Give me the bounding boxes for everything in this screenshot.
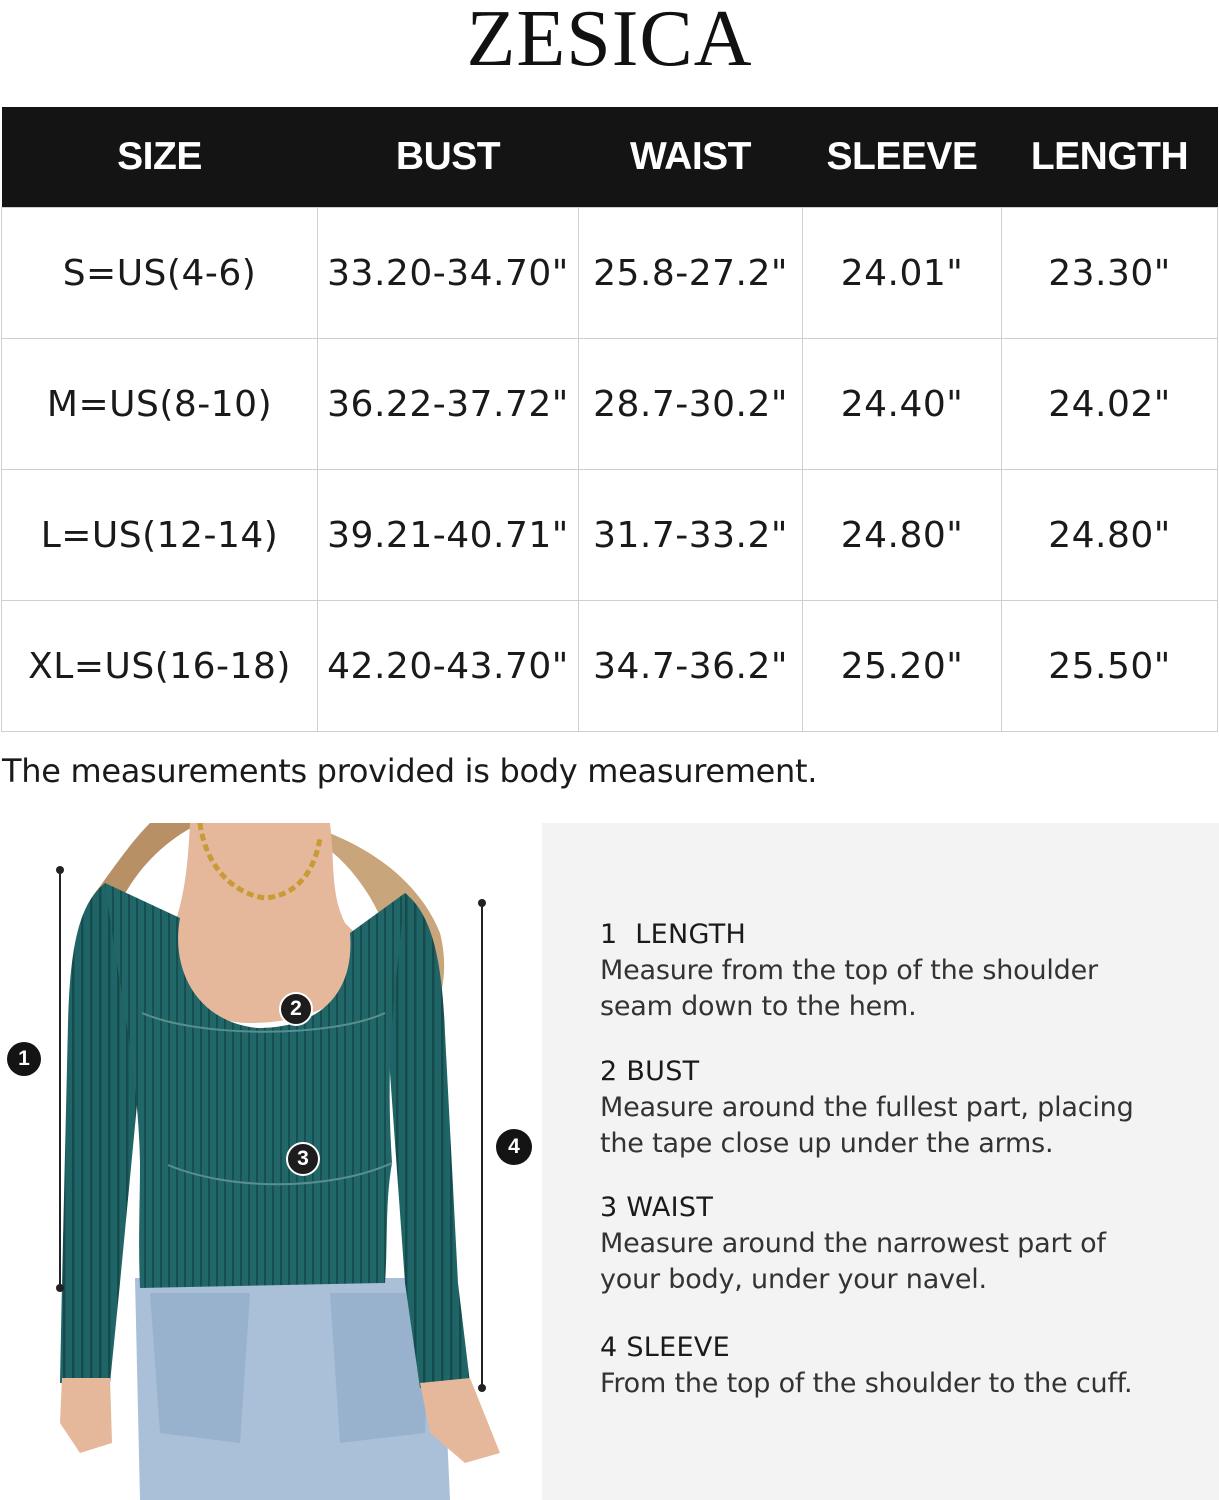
header-length: LENGTH bbox=[1002, 107, 1218, 208]
header-sleeve: SLEEVE bbox=[803, 107, 1002, 208]
guide-title: 1 LENGTH bbox=[600, 919, 747, 950]
guide-desc-line: From the top of the shoulder to the cuff. bbox=[600, 1368, 1133, 1399]
guide-title: 2 BUST bbox=[600, 1056, 700, 1087]
cell-bust: 42.20-43.70" bbox=[318, 601, 579, 732]
cell-bust: 33.20-34.70" bbox=[318, 208, 579, 339]
measurement-note: The measurements provided is body measurement. bbox=[2, 752, 818, 790]
cell-waist: 34.7-36.2" bbox=[579, 601, 803, 732]
header-bust: BUST bbox=[318, 107, 579, 208]
cell-size: M=US(8-10) bbox=[2, 339, 318, 470]
guide-desc-line: your body, under your navel. bbox=[600, 1264, 987, 1295]
cell-size: XL=US(16-18) bbox=[2, 601, 318, 732]
marker-sleeve: 4 bbox=[496, 1129, 532, 1165]
cell-sleeve: 24.40" bbox=[803, 339, 1002, 470]
measurement-guide-panel bbox=[542, 823, 1219, 1500]
guide-desc-line: Measure from the top of the shoulder bbox=[600, 955, 1098, 986]
cell-sleeve: 24.80" bbox=[803, 470, 1002, 601]
table-row bbox=[2, 208, 1218, 339]
guide-desc-line: seam down to the hem. bbox=[600, 991, 917, 1022]
hand-left bbox=[60, 1378, 112, 1453]
cell-waist: 31.7-33.2" bbox=[579, 470, 803, 601]
cell-bust: 39.21-40.71" bbox=[318, 470, 579, 601]
model-photo bbox=[0, 823, 540, 1500]
cell-length: 24.02" bbox=[1002, 339, 1218, 470]
header-size: SIZE bbox=[2, 107, 318, 208]
cell-size: L=US(12-14) bbox=[2, 470, 318, 601]
table-row bbox=[2, 601, 1218, 732]
header-waist: WAIST bbox=[579, 107, 803, 208]
cell-length: 25.50" bbox=[1002, 601, 1218, 732]
guide-desc-line: the tape close up under the arms. bbox=[600, 1128, 1054, 1159]
cell-size: S=US(4-6) bbox=[2, 208, 318, 339]
guide-sleeve bbox=[600, 1330, 1200, 1402]
cell-waist: 28.7-30.2" bbox=[579, 339, 803, 470]
cell-length: 24.80" bbox=[1002, 470, 1218, 601]
guide-desc-line: Measure around the fullest part, placing bbox=[600, 1092, 1134, 1123]
table-row bbox=[2, 470, 1218, 601]
model-illustration bbox=[0, 823, 540, 1500]
guide-title: 4 SLEEVE bbox=[600, 1332, 730, 1363]
guide-waist bbox=[600, 1190, 1200, 1298]
brand-logo: ZESICA bbox=[466, 0, 753, 83]
marker-length: 1 bbox=[7, 1042, 41, 1076]
marker-bust: 2 bbox=[279, 992, 313, 1026]
cell-length: 23.30" bbox=[1002, 208, 1218, 339]
guide-title: 3 WAIST bbox=[600, 1192, 714, 1223]
marker-waist: 3 bbox=[286, 1142, 320, 1176]
cell-sleeve: 25.20" bbox=[803, 601, 1002, 732]
table-row bbox=[2, 339, 1218, 470]
cell-sleeve: 24.01" bbox=[803, 208, 1002, 339]
guide-bust bbox=[600, 1054, 1200, 1162]
cell-bust: 36.22-37.72" bbox=[318, 339, 579, 470]
jeans-pocket-left bbox=[150, 1293, 250, 1443]
guide-desc-line: Measure around the narrowest part of bbox=[600, 1228, 1106, 1259]
size-chart-table bbox=[1, 107, 1218, 732]
table-header-row bbox=[2, 107, 1218, 208]
guide-length bbox=[600, 917, 1200, 1025]
cell-waist: 25.8-27.2" bbox=[579, 208, 803, 339]
